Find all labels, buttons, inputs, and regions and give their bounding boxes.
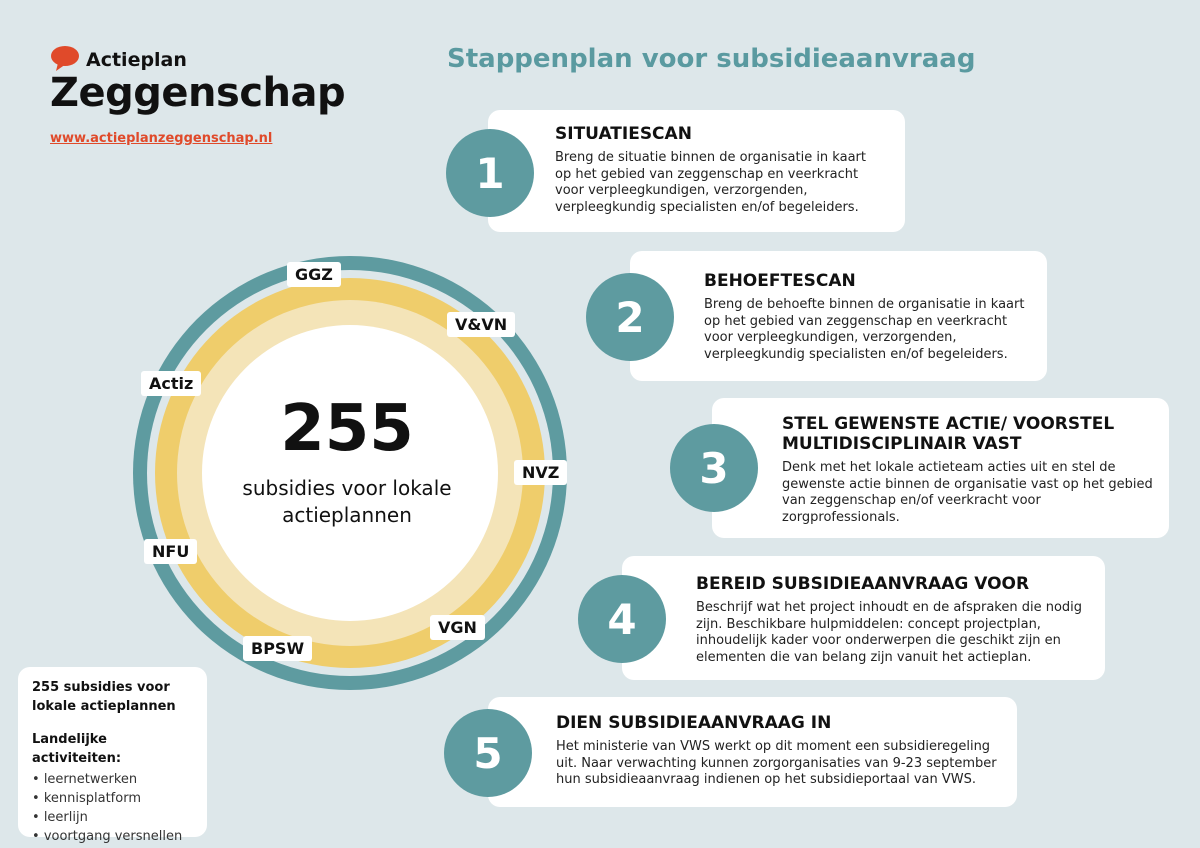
subsidy-description: subsidies voor lokale actieplannen <box>242 476 452 527</box>
subsidy-count: 255 <box>280 392 414 466</box>
step-number-1: 1 <box>446 129 534 217</box>
org-label-vgn: VGN <box>430 615 485 640</box>
info-heading: 255 subsidies voor lokale actieplannen <box>32 680 176 714</box>
step-number-4: 4 <box>578 575 666 663</box>
info-subheading: Landelijke activiteiten: <box>32 732 122 766</box>
speech-bubble-icon <box>50 45 82 71</box>
org-label-nvz: NVZ <box>514 460 567 485</box>
center-disc <box>202 325 498 621</box>
step-title: DIEN SUBSIDIEAANVRAAG IN <box>556 713 832 733</box>
org-label-ggz: GGZ <box>287 262 341 287</box>
step-card-1 <box>488 110 905 232</box>
org-label-nfu: NFU <box>144 539 197 564</box>
org-label-actiz: Actiz <box>141 371 201 396</box>
info-box <box>18 667 207 844</box>
step-title: STEL GEWENSTE ACTIE/ VOORSTEL MULTIDISCIPLINAIR VAST <box>782 414 1115 454</box>
page-title: Stappenplan voor subsidieaanvraag <box>447 44 976 74</box>
activities-list <box>32 770 193 846</box>
step-number-3: 3 <box>670 424 758 512</box>
step-card-3 <box>712 398 1169 538</box>
list-item: • voortgang versnellen <box>32 827 193 846</box>
step-card-5 <box>488 697 1017 807</box>
list-item: • leerlijn <box>32 808 193 827</box>
step-text: Breng de situatie binnen de organisatie in kaart op het gebied van zeggenschap en veerkracht voor verpleegkundigen, verzorgenden, verpleegkundig specialisten en/of begeleiders. <box>555 150 866 215</box>
step-title: BEHOEFTESCAN <box>704 271 856 291</box>
website-link[interactable]: www.actieplanzeggenschap.nl <box>50 131 273 146</box>
step-text: Breng de behoefte binnen de organisatie in kaart op het gebied van zeggenschap en veerkracht voor verpleegkundigen, verzorgenden, verpleegkundig specialisten en/of begeleiders. <box>704 297 1025 362</box>
step-text: Het ministerie van VWS werkt op dit moment een subsidieregeling uit. Naar verwachting kunnen zorgorganisaties van 9-23 september hun subsidieaanvraag indienen op het subsidieportaal van VWS. <box>556 739 997 787</box>
org-label-vvn: V&VN <box>447 312 515 337</box>
step-number-2: 2 <box>586 273 674 361</box>
logo-top-text: Actieplan <box>86 49 187 71</box>
step-card-4 <box>622 556 1105 680</box>
step-number-5: 5 <box>444 709 532 797</box>
list-item: • leernetwerken <box>32 770 193 789</box>
step-title: SITUATIESCAN <box>555 124 692 144</box>
step-text: Beschrijf wat het project inhoudt en de afspraken die nodig zijn. Beschikbare hulpmiddelen: concept projectplan, inhoudelijk kader voor onderwerpen die geschikt zijn en elementen die van belang zijn vanuit het actieplan. <box>696 600 1083 665</box>
logo-main-text: Zeggenschap <box>50 70 346 116</box>
step-card-2 <box>630 251 1047 381</box>
step-text: Denk met het lokale actieteam acties uit en stel de gewenste actie binnen de organisatie vast op het gebied van zeggenschap en/of veerkracht voor zorgprofessionals. <box>782 460 1153 525</box>
list-item: • kennisplatform <box>32 789 193 808</box>
org-label-bpsw: BPSW <box>243 636 312 661</box>
step-title: BEREID SUBSIDIEAANVRAAG VOOR <box>696 574 1030 594</box>
